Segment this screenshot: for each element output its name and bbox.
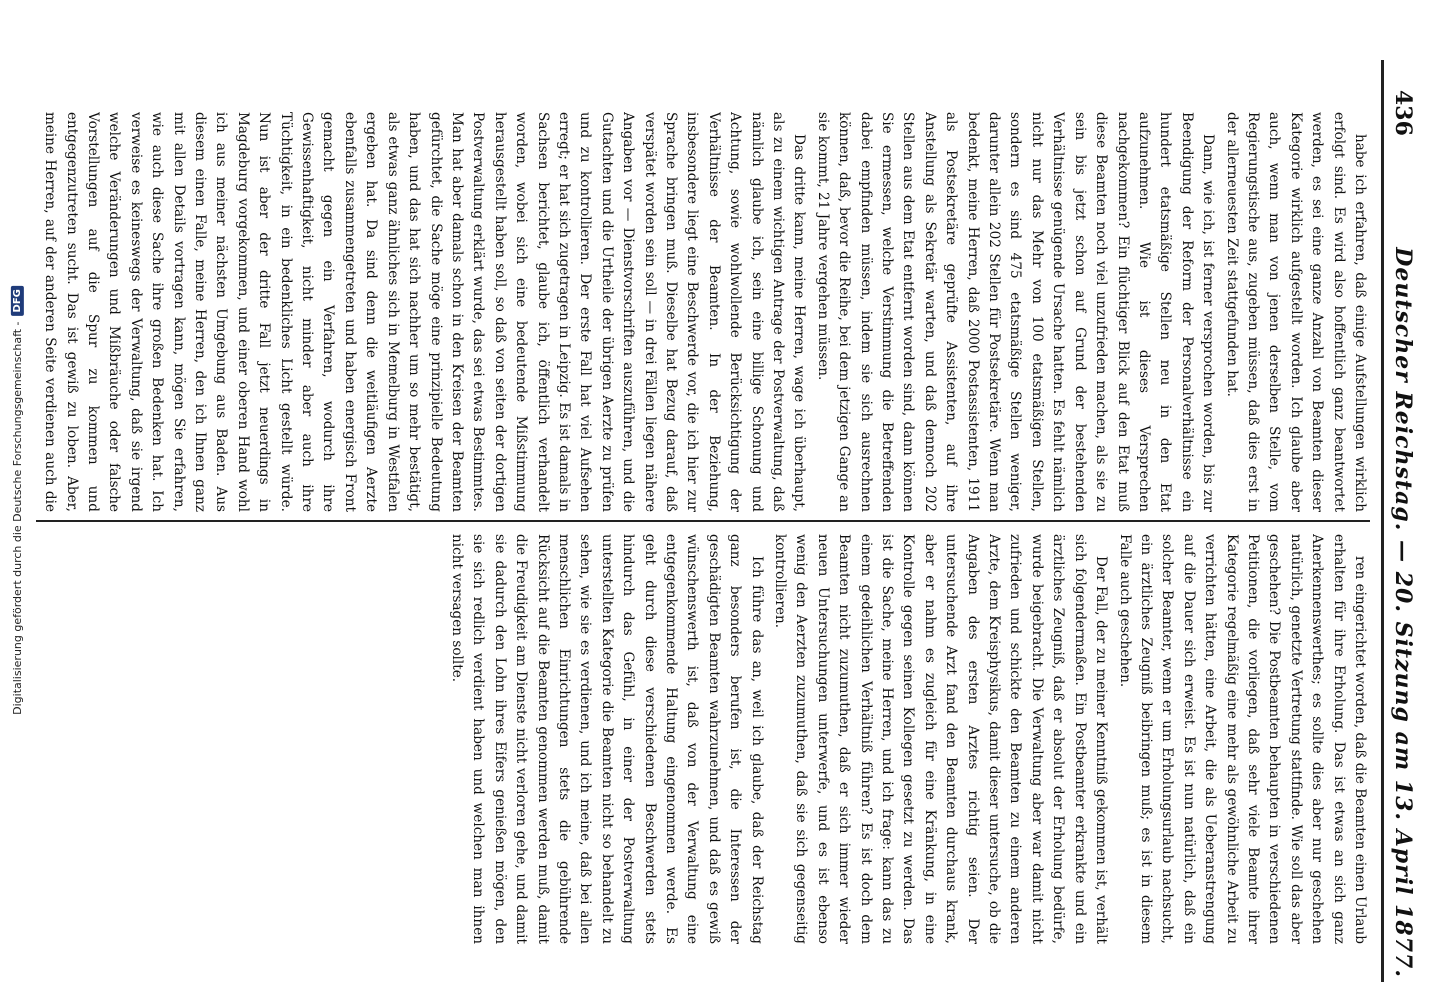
- column-divider: [36, 520, 1370, 522]
- paragraph: Der Fall, der zu meiner Kenntniß gekommen ist, verhält sich folgendermaßen. Ein Postbeamter erkrankte und ein ärztliches Zeugniß, daß er absolut der Erholung bedürfe, wurde beigebracht. Die Verwaltung aber war damit nicht zufrieden und schickte den Beamten zu einem anderen Arzte, dem Kreisphysikus, damit dieser untersuche, ob die Angaben des ersten Arztes richtig seien. Der untersuchende Arzt fand den Beamten durchaus krank, aber er nahm es zugleich für eine Kränkung, in eine Kontrolle gegen seinen Kollegen gesetzt zu werden. Das ist die Sache, meine Herren, und ich frage: kann das zu einem gedeihlichen Verhältniß führen? Es ist doch dem Beamten nicht zuzumuthen, daß er sich immer wieder neuen Untersuchungen unterwerfe, und es ist ebenso wenig den Aerzten zuzumuthen, daß sie sich gegenseitig kontrollieren.: [772, 534, 1110, 944]
- header-rule: [1381, 60, 1384, 982]
- credit-text: Digitalisierung gefördert durch die Deutsche Forschungsgemeinschaft -: [10, 320, 24, 715]
- right-column: [36, 534, 1370, 944]
- running-title: Deutscher Reichstag. — 20. Sitzung am 13. April 1877.: [1390, 247, 1416, 978]
- dfg-logo: DFG: [11, 286, 24, 315]
- page-header: [1386, 90, 1420, 978]
- digitization-credit: [0, 0, 34, 1000]
- paragraph: ren eingerichtet worden, daß die Beamten einen Urlaub erhalten für ihre Erholung. Das ist etwas an sich ganz Anerkennenswerthes; es sollte dies aber nur geschehen natürlich, genetzte Vertretung stattfinde. Wie soll das aber geschehen? Die Postbeamten behaupten in verschiedenen Petitionen, die vorliegen, daß sehr viele Beamte ihrer Kategorie regelmäßig eine mehr als gewöhnliche Arbeit zu verrichten hätten, eine Arbeit, die als Ueberanstrengung auf die Dauer sich erweist. Es ist nun natürlich, daß ein solcher Beamter, wenn er um Erholungsurlaub nachsucht, ein ärztliches Zeugniß beibringen muß; es ist in diesem Falle auch geschehen.: [1116, 534, 1368, 944]
- paragraph: Ich führe das an, weil ich glaube, daß der Reichstag ganz besonders berufen ist, die Interessen der geschädigten Beamten wahrzunehmen, und daß es gewiß wünschenswerth ist, daß von der Verwaltung eine entgegenkommende Haltung eingenommen werde. Es geht durch diese verschiedenen Beschwerden stets hindurch das Gefühl, in einer der Postverwaltung unterstellten Kategorie die Beamten nicht so behandelt zu sehen, wie sie es verdienen, und ich meine, daß bei allen menschlichen Einrichtungen stets die gebührende Rücksicht auf die Beamten genommen werden muß, damit die Freudigkeit am Dienste nicht verloren gehe, und damit sie dadurch den Lohn ihres Eifers genießen mögen, den sie sich redlich verdient haben und welchen man ihnen nicht versagen sollte.: [448, 534, 765, 944]
- page-number: 436: [1390, 90, 1416, 136]
- paragraph: Dann, wie ich, ist ferner versprochen worden, bis zur Beendigung der Reform der Personalverhältnisse ein hundert etatsmäßige Stellen neu in den Etat aufzunehmen. Wie ist dieses Versprechen nachgekommen? Ein flüchtiger Blick auf den Etat muß diese Beamten noch viel unzufrieden machen, als sie zu sein bis jetzt schon auf Grund der bestehenden Verhältnisse genügende Ursache hatten. Es fehlt nämlich nicht nur das Mehr von 100 etatsmäßigen Stellen, sondern es sind 475 etatsmäßige Stellen weniger, darunter allein 202 Stellen für Postsekretäre. Wenn man bedenkt, meine Herren, daß 2000 Postassistenten, 1911 als Postsekretäre geprüfte Assistenten, auf ihre Anstellung als Sekretär warten, und daß dennoch 202 Stellen aus dem Etat entfernt worden sind, dann können Sie ermessen, welche Verstimmung die Betreffenden dabei empfinden müssen, indem sie sich ausrechnen können, daß, bevor die Reihe, bei dem jetzigen Gange an sie kommt, 21 Jahre vergehen müssen.: [814, 112, 1217, 512]
- paragraph: Das dritte kann, meine Herren, wage ich überhaupt, als zu einem wichtigen Antrage der Postverwaltung, daß nämlich glaube ich, sein eine billige Schonung und Achtung, sowie wohlwollende Berücksichtigung der Verhältnisse der Beamten. In der Beziehung, insbesondere liegt eine Beschwerde vor, die ich hier zur Sprache bringen muß. Dieselbe hat Bezug darauf, daß verspätet worden sein soll — in drei Fällen liegen nähere Angaben vor — Dienstvorschriften auszuführen, und die Gutachten und die Urtheile der übrigen Aerzte zu prüfen und zu kontrollieren. Der erste Fall hat viel Aufsehen erregt; er hat sich zugetragen in Leipzig. Es ist damals in Sachsen berichtet, glaube ich, öffentlich verhandelt worden, wobei sich eine bedeutende Mißstimmung herausgestellt haben soll, so daß von seiten der dortigen Postverwaltung erklärt wurde, das sei etwas Bestimmtes. Man hat aber damals schon in den Kreisen der Beamten gefürchtet, die Sache möge eine prinzipielle Bedeutung haben, und das hat sich nachher um so mehr bestätigt, als etwas ganz ähnliches sich in Memelburg in Westfalen ergeben hat. Da sind denn die weitläufigen Aerzte ebenfalls zusammengetreten und haben energisch Front gemacht gegen ein Verfahren, wodurch ihre Gewissenhaftigkeit, nicht minder aber auch ihre Tüchtigkeit, in ein bedenkliches Licht gestellt würde. Nun ist aber der dritte Fall jetzt neuerdings in Magdeburg vorgekommen, und einer oberen Hand wohl ich aus meiner nächsten Umgebung aus Baden. Aus diesem einen Falle, meine Herren, den ich Ihnen ganz mit allen Details vortragen kann, mögen Sie erfahren, wie auch diese Sache ihre großen Bedenken hat. Ich verweise es keineswegs der Verwaltung, daß sie irgend welche Veränderungen und Mißbräuche oder falsche Vorstellungen auf die Spur zu kommen und entgegenzutreten sucht. Das ist gewiß zu loben. Aber, meine Herren, auf der anderen Seite verdienen auch die: [42, 112, 808, 512]
- left-column: [36, 112, 1370, 512]
- paragraph: habe ich erfahren, daß einige Aufstellungen wirklich erfolgt sind. Es wird also hoffentlich ganz beantwortet werden, es sei eine ganze Anzahl von Beamten dieser Kategorie wirklich aufgestellt worden. Ich glaube aber auch, wenn man von jenen derselben Stelle, vom Regierungstische aus, zugeben müssen, daß dies erst in der allerneuesten Zeit stattgefunden hat.: [1223, 112, 1368, 512]
